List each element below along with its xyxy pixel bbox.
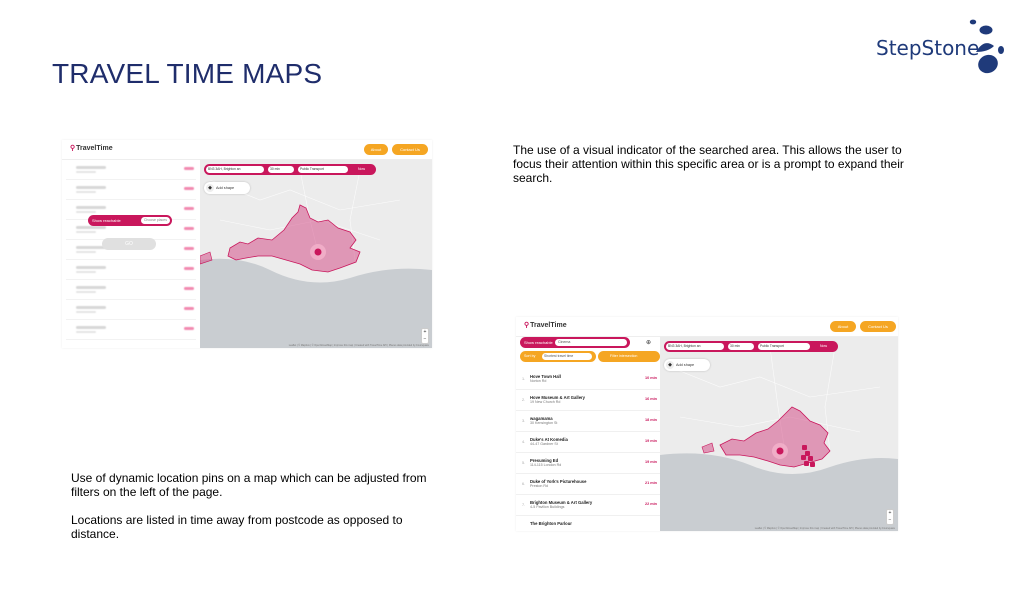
postcode-input[interactable]: BN3 3AH, Brighton an [206,166,264,173]
blurred-text [76,331,96,333]
choose-places-input[interactable]: Choose places [141,217,170,224]
list-item[interactable] [516,495,660,516]
app-header [516,317,898,337]
shape-icon: ◆ [666,361,674,369]
blurred-text [76,206,106,209]
app-brand[interactable] [70,144,113,152]
list-item[interactable] [516,369,660,390]
filter-row [520,351,660,362]
blurred-time [184,287,194,290]
list-item[interactable] [66,182,196,200]
place-address: Norton Rd [530,379,547,383]
stepstone-logo [876,18,1006,88]
place-time: 19 min [644,460,657,464]
zoom-in-button[interactable]: + [888,510,892,516]
list-item[interactable] [516,516,660,531]
list-item[interactable] [516,390,660,411]
contact-button[interactable]: Contact Us [860,321,896,332]
blurred-time [184,207,194,210]
filter-intersection-toggle[interactable]: Filter intersection [598,351,660,362]
blurred-time [184,267,194,270]
list-item[interactable] [516,453,660,474]
zoom-out-button[interactable]: − [423,336,427,342]
blurred-text [76,231,96,233]
list-item-number: 1. [522,377,526,381]
logo-text: StepStone [876,36,980,60]
list-item-number: 4. [522,440,526,444]
minutes-select[interactable]: 30 min [268,166,294,173]
add-shape-label: Add shape [216,186,235,190]
blurred-time [184,167,194,170]
show-reachable-toggle[interactable] [88,215,172,226]
about-button[interactable]: About [830,321,856,332]
place-address: Preston Rd [530,484,548,488]
contact-button[interactable]: Contact Us [392,144,428,155]
list-item[interactable] [66,162,196,180]
search-bar[interactable] [664,341,838,352]
place-address: 19 New Church Rd [530,400,561,404]
zoom-out-button[interactable]: − [888,517,892,523]
place-address: 30 Kensington St [530,421,558,425]
blurred-text [76,291,96,293]
list-item-number: 3. [522,419,526,423]
about-button[interactable]: About [364,144,388,155]
locate-icon[interactable]: ⊕ [646,340,652,346]
blurred-text [76,306,106,309]
place-name: Presuming Ed [530,458,559,463]
blurred-text [76,191,96,193]
app-brand-text: TravelTime [530,322,567,329]
category-input[interactable]: Cinema [555,339,627,346]
map-attribution: Leaflet | © Mapbox | © OpenStreetMap | Improve this map | Created with TravelTime API | Places data provided by Foursquare [288,344,429,347]
sort-control[interactable] [520,351,596,362]
blurred-text [76,326,106,329]
description-bottom [71,471,451,555]
place-name: wagamama [530,416,553,421]
places-list [516,369,660,531]
list-item-number: 5. [522,461,526,465]
blurred-text [76,171,96,173]
blurred-text [76,226,106,229]
place-name: Duke's At Komedia [530,437,568,442]
search-bar[interactable] [204,164,376,175]
place-time: 18 min [644,418,657,422]
sort-select[interactable]: Shortest travel time [542,353,592,360]
transport-select[interactable]: Public Transport [298,166,348,173]
map-view[interactable] [200,160,432,348]
sort-label: Sort by [524,354,536,358]
now-button[interactable]: Now [820,344,828,348]
blurred-text [76,211,96,213]
minutes-select[interactable]: 30 min [728,343,754,350]
add-shape-button[interactable] [664,359,710,371]
blurred-text [76,166,106,169]
place-name: Hove Town Hall [530,374,561,379]
list-item-number: 2. [522,398,526,402]
screenshot-reachable-area [62,140,432,348]
blurred-text [76,286,106,289]
blurred-text [76,246,106,249]
show-reachable-label: Show reachable [524,340,553,345]
show-reachable-label: Show reachable [92,218,121,223]
place-time: 10 min [644,376,657,380]
screenshot-location-list [516,317,898,531]
list-item[interactable] [516,411,660,432]
list-item[interactable] [66,302,196,320]
blurred-text [76,271,96,273]
description-bottom-text-1: Use of dynamic location pins on a map which can be adjusted from filters on the left of the page. [71,471,427,499]
add-shape-button[interactable] [204,182,250,194]
place-time: 19 min [644,439,657,443]
map-attribution: Leaflet | © Mapbox | © OpenStreetMap | Improve this map | Created with TravelTime API | Places data provided by Foursquare [754,527,895,530]
description-top [513,143,913,199]
list-item[interactable] [66,322,196,340]
list-item[interactable] [66,262,196,280]
blurred-time [184,327,194,330]
pin-icon: ⚲ [524,322,530,329]
pin-icon: ⚲ [70,145,76,152]
list-item-number: 7. [522,503,526,507]
zoom-in-button[interactable]: + [423,329,427,335]
blurred-time [184,247,194,250]
app-brand[interactable] [524,321,567,329]
show-reachable-search[interactable] [520,337,630,348]
blurred-text [76,186,106,189]
place-name: Hove Museum & Art Gallery [530,395,585,400]
description-top-text: The use of a visual indicator of the searched area. This allows the user to focus their attention within this specific area or is a prompt to expand their search. [513,143,904,185]
transport-select[interactable]: Public Transport [758,343,810,350]
place-time: 21 min [644,481,657,485]
place-time: 22 min [644,502,657,506]
place-address: 4-5 Pavilion Buildings [530,505,565,509]
app-brand-text: TravelTime [76,145,113,152]
slide-title: TRAVEL TIME MAPS [52,58,323,89]
place-name: Duke of York's Picturehouse [530,479,587,484]
blurred-text [76,266,106,269]
place-name: The Brighton Parlour [530,521,572,526]
place-name: Brighton Museum & Art Gallery [530,500,593,505]
logo-mark-icon [968,18,1008,88]
list-item[interactable] [66,282,196,300]
place-time: 16 min [644,397,657,401]
place-address: 114-115 London Rd [530,463,562,467]
blurred-time [184,187,194,190]
blurred-text [76,311,96,313]
blurred-text [76,251,96,253]
sidebar-list [62,160,200,348]
shape-icon: ◆ [206,184,214,192]
zoom-control[interactable] [421,328,429,344]
list-item[interactable] [516,474,660,495]
list-item-number: 6. [522,482,526,486]
description-bottom-text-2: Locations are listed in time away from postcode as opposed to distance. [71,513,403,541]
now-button[interactable]: Now [358,167,366,171]
blurred-time [184,227,194,230]
go-button[interactable]: GO [102,238,156,250]
place-address: 44-47 Gardner St [530,442,558,446]
blurred-time [184,307,194,310]
map-view[interactable] [660,337,898,531]
app-header [62,140,432,160]
zoom-control[interactable] [886,509,894,525]
add-shape-label: Add shape [676,363,695,367]
list-item[interactable] [516,432,660,453]
postcode-input[interactable]: BN3 3AH, Brighton an [666,343,724,350]
